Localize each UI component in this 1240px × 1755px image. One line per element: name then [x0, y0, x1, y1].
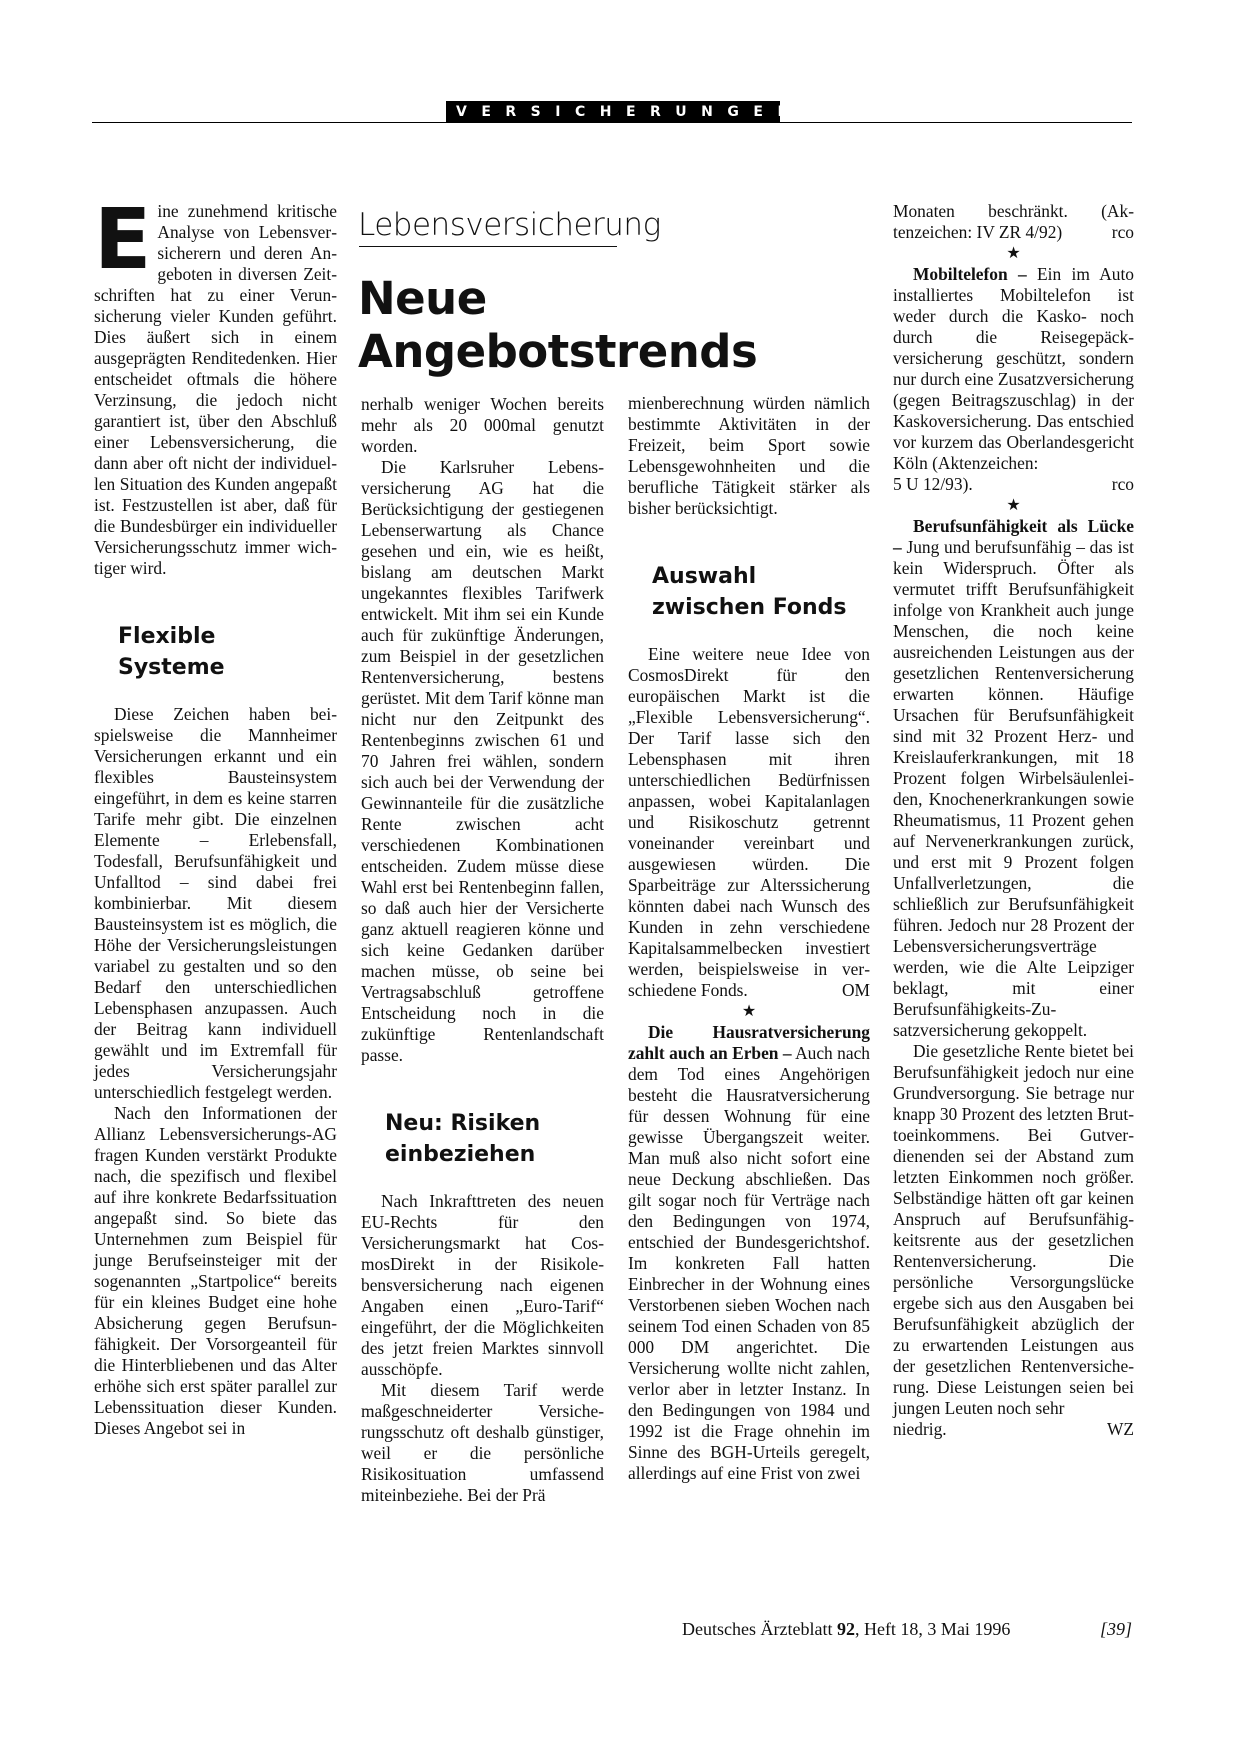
journal-volume: 92 — [836, 1619, 855, 1639]
subhead-neu-risiken — [361, 1108, 604, 1170]
kicker-rule — [359, 246, 617, 247]
signature-wz: WZ — [1106, 1419, 1134, 1439]
news-item-berufsunfaehigkeit — [893, 516, 1134, 1041]
star-separator: ★ — [1006, 497, 1021, 514]
column-2 — [361, 394, 604, 1506]
star-separator: ★ — [741, 1003, 757, 1020]
news-text: Monaten beschränkt. (Aktenzeichen: IV ZR 4/92) — [893, 201, 1134, 242]
column-4 — [893, 201, 1134, 1440]
news-item-hausrat-continued — [893, 201, 1134, 243]
journal-name: Deutsches Ärzteblatt — [682, 1619, 833, 1639]
intro-text: ine zunehmend kritische Analyse von Lebensversicherern und deren Angeboten in diversen Zeitschriften hat zu einer Verunsicherung vieler Kunden geführt. Dies äußert sich in einem ausgeprägten Renditedenken. Hier entscheidet oftmals die höhere Verzinsung, die jedoch nicht garantiert ist, über den Abschluß einer Lebensversicherung, die dann aber oft nicht der individuellen Situation des Kunden angepaßt ist. Festzustellen ist aber, daß für die Bundesbürger ein individueller Versicherungsschutz immer wichtiger wird. — [94, 201, 337, 578]
subhead-line: Auswahl — [652, 564, 757, 589]
section-tag: VERSICHERUNGEN — [446, 101, 780, 123]
news-text: niedrig. — [893, 1419, 947, 1439]
headline-line-1: Neue — [358, 272, 487, 325]
news-lead: Berufsunfähigkeit als Lücke – — [893, 516, 1134, 557]
paragraph: Nach den Informationen der Allianz Lebensversicherungs-AG fragen Kunden verstärkt Produkte nach, die spezifisch und flexibel auf ihre konkrete Bedarfssituation angepaßt sind. So biete das Unternehmen zum Beispiel für junge Berufseinsteiger mit der sogenannten „Startpolice“ bereits für ein kleines Budget eine hohe Absicherung gegen Berufsunfähigkeit. Der Vorsorgeanteil für die Hinterbliebenen und das Alter erhöhe sich erst später parallel zur Lebenssituation dieser Kunden. Dieses Angebot sei in — [94, 1103, 337, 1438]
paragraph: Die Karlsruher Lebensversicherung AG hat die Berücksichtigung der gestiegenen Lebenserwartung als Chance gesehen und ein, wie es heißt, bislang am deutschen Markt ungekanntes flexibles Tarifwerk entwickelt. Mit ihm sei ein Kunde auch für zukünftige Änderungen, zum Beispiel in der gesetzlichen Rentenversicherung, bestens gerüstet. Mit dem Tarif könne man nicht nur den Zeitpunkt des Rentenbeginns zwischen 61 und 70 Jahren frei wählen, sondern sich auch bei der Verwendung der Gewinnanteile für die zusätzliche Rente zwischen acht verschiedenen Kombinationen entscheiden. Zudem müsse diese Wahl erst bei Rentenbeginn fallen, so daß auch hier der Versicherte ganz aktuell reagieren könne und sich keine Gedanken darüber machen müsse, ob seine bei Vertragsabschluß getroffene Entscheidung noch in die zukünftige Rentenlandschaft passe. — [361, 457, 604, 1065]
column-1 — [94, 190, 337, 1439]
paragraph: Diese Zeichen haben beispielsweise die Mannheimer Versicherungen erkannt und ein flexibles Bausteinsystem eingeführt, in dem es keine starren Tarife mehr gibt. Die einzelnen Elemente – Erlebensfall, Todesfall, Berufsunfähigkeit und Unfalltod – sind dabei frei kombinierbar. Mit diesem Bausteinsystem ist es möglich, die Höhe der Versicherungsleistungen variabel zu gestalten und so den Bedarf den unterschiedlichen Lebensphasen anzupassen. Auch der Beitrag kann individuell gewählt und im Extremfall für jedes Versicherungsjahr unterschiedlich festgelegt werden. — [94, 704, 337, 1102]
page-number: [39] — [1099, 1619, 1132, 1639]
subhead-line: Systeme — [118, 655, 225, 680]
news-item-mobiltelefon — [893, 264, 1134, 474]
paragraph: Die gesetzliche Rente bietet bei Berufsunfähigkeit jedoch nur eine Grundversorgung. Sie betrage nur knapp 30 Prozent des letzten Bruttoeinkommens. Bei Gutverdienenden sei der Abstand zum letzten Einkommen noch größer. Selbständige hätten oft gar keinen Anspruch auf Berufsunfähigkeitsrente aus der gesetzlichen Rentenversicherung. Die persönliche Versorgungslücke ergebe sich aus den Ausgaben bei Berufsunfähigkeit abzüglich der zu erwartenden Leistungen aus der gesetzlichen Rentenversicherung. Diese Leistungen seien bei jungen Leuten noch sehr — [893, 1041, 1134, 1418]
column-3 — [628, 393, 870, 1484]
news-text: Ein im Auto installiertes Mobiltelefon ist weder durch die Kasko- noch durch die Reisegepäckversicherung geschützt, sondern nur durch eine Zusatzversicherung (gegen Beitragszuschlag) in der Kaskoversicherung. Das entschied vor kurzem das Oberlandesgericht Köln (Aktenzeichen: — [893, 264, 1134, 473]
news-text: Auch nach dem Tod eines Angehörigen besteht die Hausratversicherung für dessen Wohnung für eine gewisse Übergangszeit weiter. Man muß also nicht sofort eine neue Deckung abschließen. Das gilt sogar noch für Verträge nach den Bedingungen von 1974, entschied der Bundesgerichtshof. Im konkreten Fall hatten Einbrecher in der Wohnung eines Verstorbenen sieben Wochen nach seinem Tod einen Schaden von 85 000 DM angerichtet. Die Versicherung wollte nicht zahlen, verlor aber in letzter Instanz. In den Bedingungen von 1984 und 1992 ist die Frage ohnehin im Sinne des BGH-Urteils geregelt, allerdings auf eine Frist von zwei — [628, 1043, 870, 1483]
subhead-line: Flexible — [118, 624, 216, 649]
signature-om: OM — [841, 980, 870, 1000]
subhead-auswahl-fonds — [628, 561, 870, 623]
news-item-hausrat — [628, 1022, 870, 1484]
journal-issue: , Heft 18, 3 Mai 1996 — [854, 1619, 1011, 1639]
subhead-line: einbeziehen — [385, 1142, 536, 1167]
intro-paragraph — [94, 190, 337, 579]
paragraph: mienberechnung würden nämlich bestimmte Aktivitäten in der Freizeit, beim Sport sowie Lebensgewohnheiten und die berufliche Tätigkeit stärker als bisher berücksichtigt. — [628, 393, 870, 518]
news-lead: Mobiltelefon – — [913, 264, 1027, 284]
page-footer — [682, 1618, 1132, 1640]
drop-cap: E — [94, 190, 152, 288]
article-kicker: Lebensversicherung — [358, 207, 661, 243]
news-end-line — [893, 1419, 1134, 1440]
news-end-line — [893, 474, 1134, 495]
signature-rco: rco — [1111, 474, 1134, 494]
headline-line-2: Angebotstrends — [358, 325, 758, 378]
star-separator: ★ — [1006, 245, 1021, 262]
news-text: Jung und berufsunfähig – das ist kein Widerspruch. Öfter als vermutet trifft Berufsunfähigkeit infolge von Krankheit auch junge Menschen, die noch keine ausreichenden Leistungen aus der gesetzlichen Rentenversicherung erwarten können. Häufige Ursachen für Berufsunfähigkeit sind mit 32 Prozent Herz- und Kreislauferkrankungen, mit 18 Prozent folgen Wirbelsäulenleiden, Knochenerkrankungen sowie Rheumatismus, 11 Prozent gehen auf Nervenerkrankungen zurück, und erst mit 9 Prozent folgen Unfallverletzungen, die schließlich zur Berufsunfähigkeit führen. Jedoch nur 28 Prozent der Lebensversicherungsverträge werden, wie die Alte Leipziger beklagt, mit einer Berufsunfähigkeits-Zusatzversicherung gekoppelt. — [893, 537, 1134, 1040]
subhead-line: Neu: Risiken — [385, 1111, 541, 1136]
signature-rco: rco — [1111, 222, 1134, 242]
news-lead: Die Hausratversicherung zahlt auch an Erben – — [628, 1022, 870, 1063]
paragraph: nerhalb weniger Wochen bereits mehr als 20 000mal genutzt worden. — [361, 394, 604, 456]
fonds-text: Eine weitere neue Idee von CosmosDirekt für den europäischen Markt ist die „Flexible Lebensversicherung“. Der Tarif lasse sich den Lebensphasen mit ihren unterschiedlichen Bedürfnissen anpassen, wobei Kapitalanlagen und Risikoschutz getrennt voneinander vereinbart und ausgewiesen würden. Die Sparbeiträge zur Alterssicherung könnten dabei nach Wunsch des Kunden in zehn verschiedene Kapitalsammelbecken investiert werden, beispielsweise in verschiedene Fonds. — [628, 644, 870, 1000]
subhead-line: zwischen Fonds — [652, 595, 847, 620]
paragraph: Mit diesem Tarif werde maßgeschneiderter Versicherungsschutz oft deshalb günstiger, weil er die persönliche Risikosituation umfassend miteinbeziehe. Bei der Prä — [361, 1380, 604, 1505]
paragraph — [628, 644, 870, 1001]
paragraph: Nach Inkrafttreten des neuen EU-Rechts für den Versicherungsmarkt hat CosmosDirekt in der Risikolebensversicherung nach eigenen Angaben einen „Euro-Tarif“ eingeführt, der die Möglichkeiten des jetzt freien Marktes sinnvoll ausschöpfe. — [361, 1191, 604, 1379]
news-text: 5 U 12/93). — [893, 474, 973, 494]
subhead-flexible-systeme — [94, 621, 337, 683]
article-headline — [358, 272, 778, 378]
